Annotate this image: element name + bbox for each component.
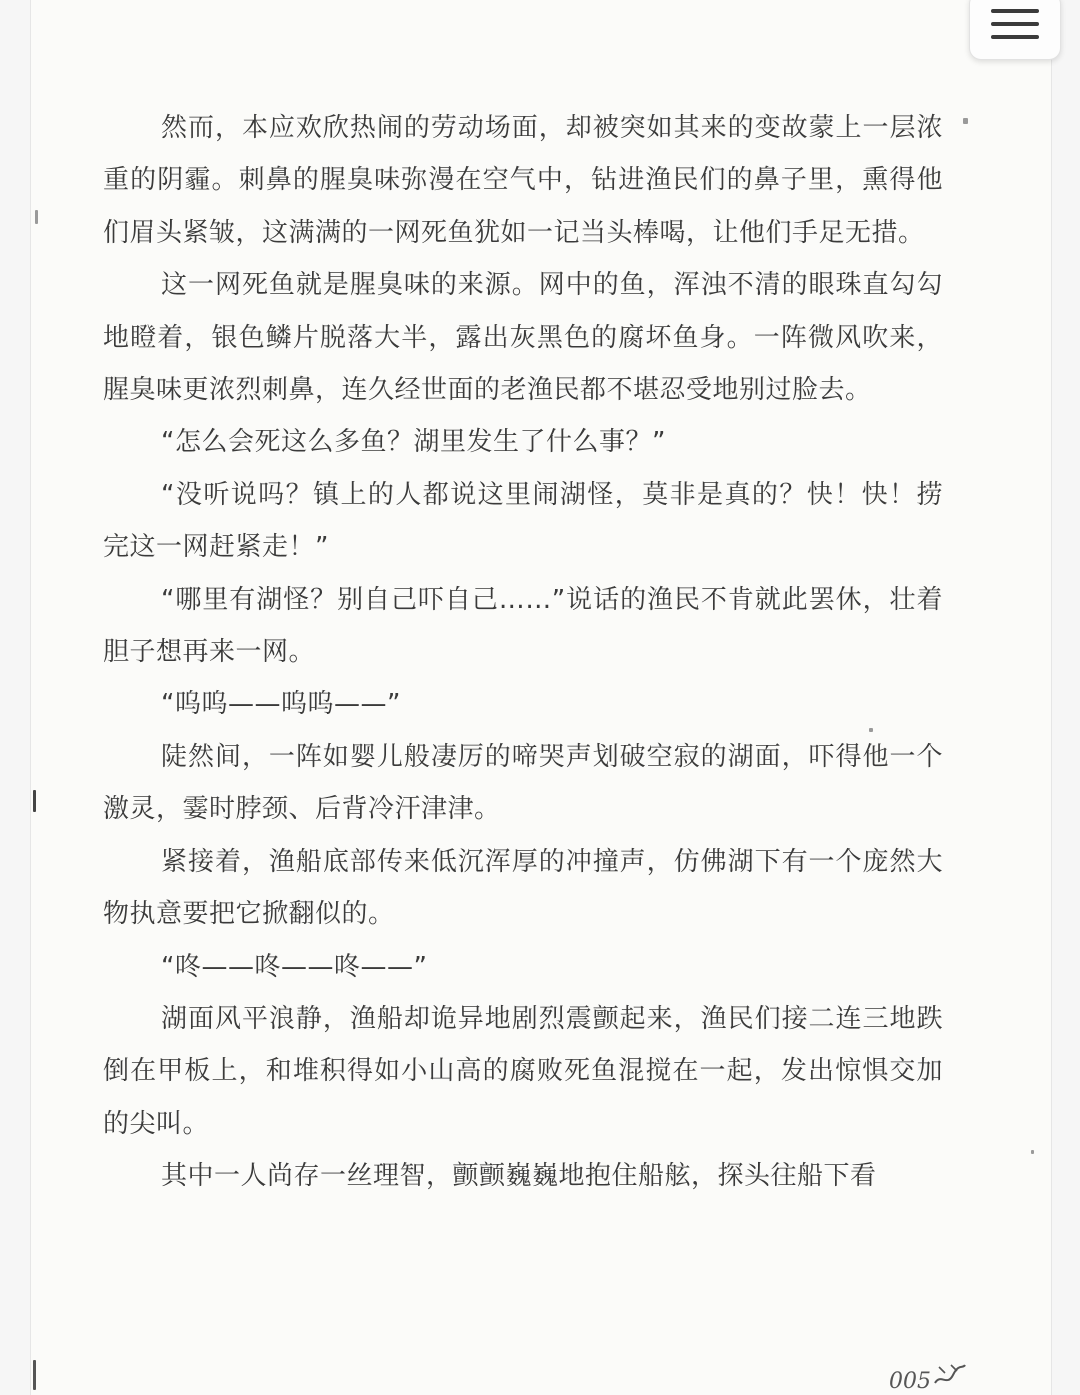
scan-speck [35, 210, 38, 224]
scan-speck [1031, 1150, 1034, 1154]
sound-line: “呜呜——呜呜——” [161, 689, 401, 720]
dialogue-line: “哪里有湖怪？别自己吓自己……”说话的渔民不肯就此罢休，壮着胆子想再来一网。 [103, 584, 943, 668]
paragraph: 其中一人尚存一丝理智，颤颤巍巍地抱住船舷，探头往船下看 [161, 1161, 877, 1192]
paragraph: 这一网死鱼就是腥臭味的来源。网中的鱼，浑浊不清的眼珠直勾勾地瞪着，银色鳞片脱落大半，露出灰黑色的腐坏鱼身。一阵微风吹来，腥臭味更浓烈刺鼻，连久经世面的老渔民都不堪忍受地别过脸去。 [103, 270, 943, 406]
scan-speck [33, 1360, 36, 1390]
dialogue-line: “没听说吗？镇上的人都说这里闹湖怪，莫非是真的？快！快！捞完这一网赶紧走！” [103, 479, 943, 563]
scan-speck [963, 118, 968, 124]
scan-speck [869, 728, 873, 732]
hamburger-menu-icon [991, 9, 1039, 39]
scan-speck [33, 790, 36, 812]
paragraph: 陡然间，一阵如婴儿般凄厉的啼哭声划破空寂的湖面，吓得他一个激灵，霎时脖颈、后背冷汗津津。 [103, 741, 943, 825]
book-page [30, 0, 1052, 1395]
paragraph: 然而，本应欢欣热闹的劳动场面，却被突如其来的变故蒙上一层浓重的阴霾。刺鼻的腥臭味弥漫在空气中，钻进渔民们的鼻子里，熏得他们眉头紧皱，这满满的一网死鱼犹如一记当头棒喝，让他们手足无措。 [103, 113, 943, 248]
sound-line: “咚——咚——咚——” [161, 951, 428, 982]
page-body-text [103, 102, 943, 1203]
dialogue-line: “怎么会死这么多鱼？湖里发生了什么事？” [161, 427, 666, 458]
paragraph: 紧接着，渔船底部传来低沉浑厚的冲撞声，仿佛湖下有一个庞然大物执意要把它掀翻似的。 [103, 846, 943, 930]
page-number: 005 [889, 1369, 931, 1394]
paragraph: 湖面风平浪静，渔船却诡异地剧烈震颤起来，渔民们接二连三地跌倒在甲板上，和堆积得如小山高的腐败死鱼混搅在一起，发出惊惧交加的尖叫。 [103, 1003, 943, 1139]
menu-button[interactable] [969, 0, 1061, 60]
page-number-ornament-icon [931, 1361, 967, 1389]
